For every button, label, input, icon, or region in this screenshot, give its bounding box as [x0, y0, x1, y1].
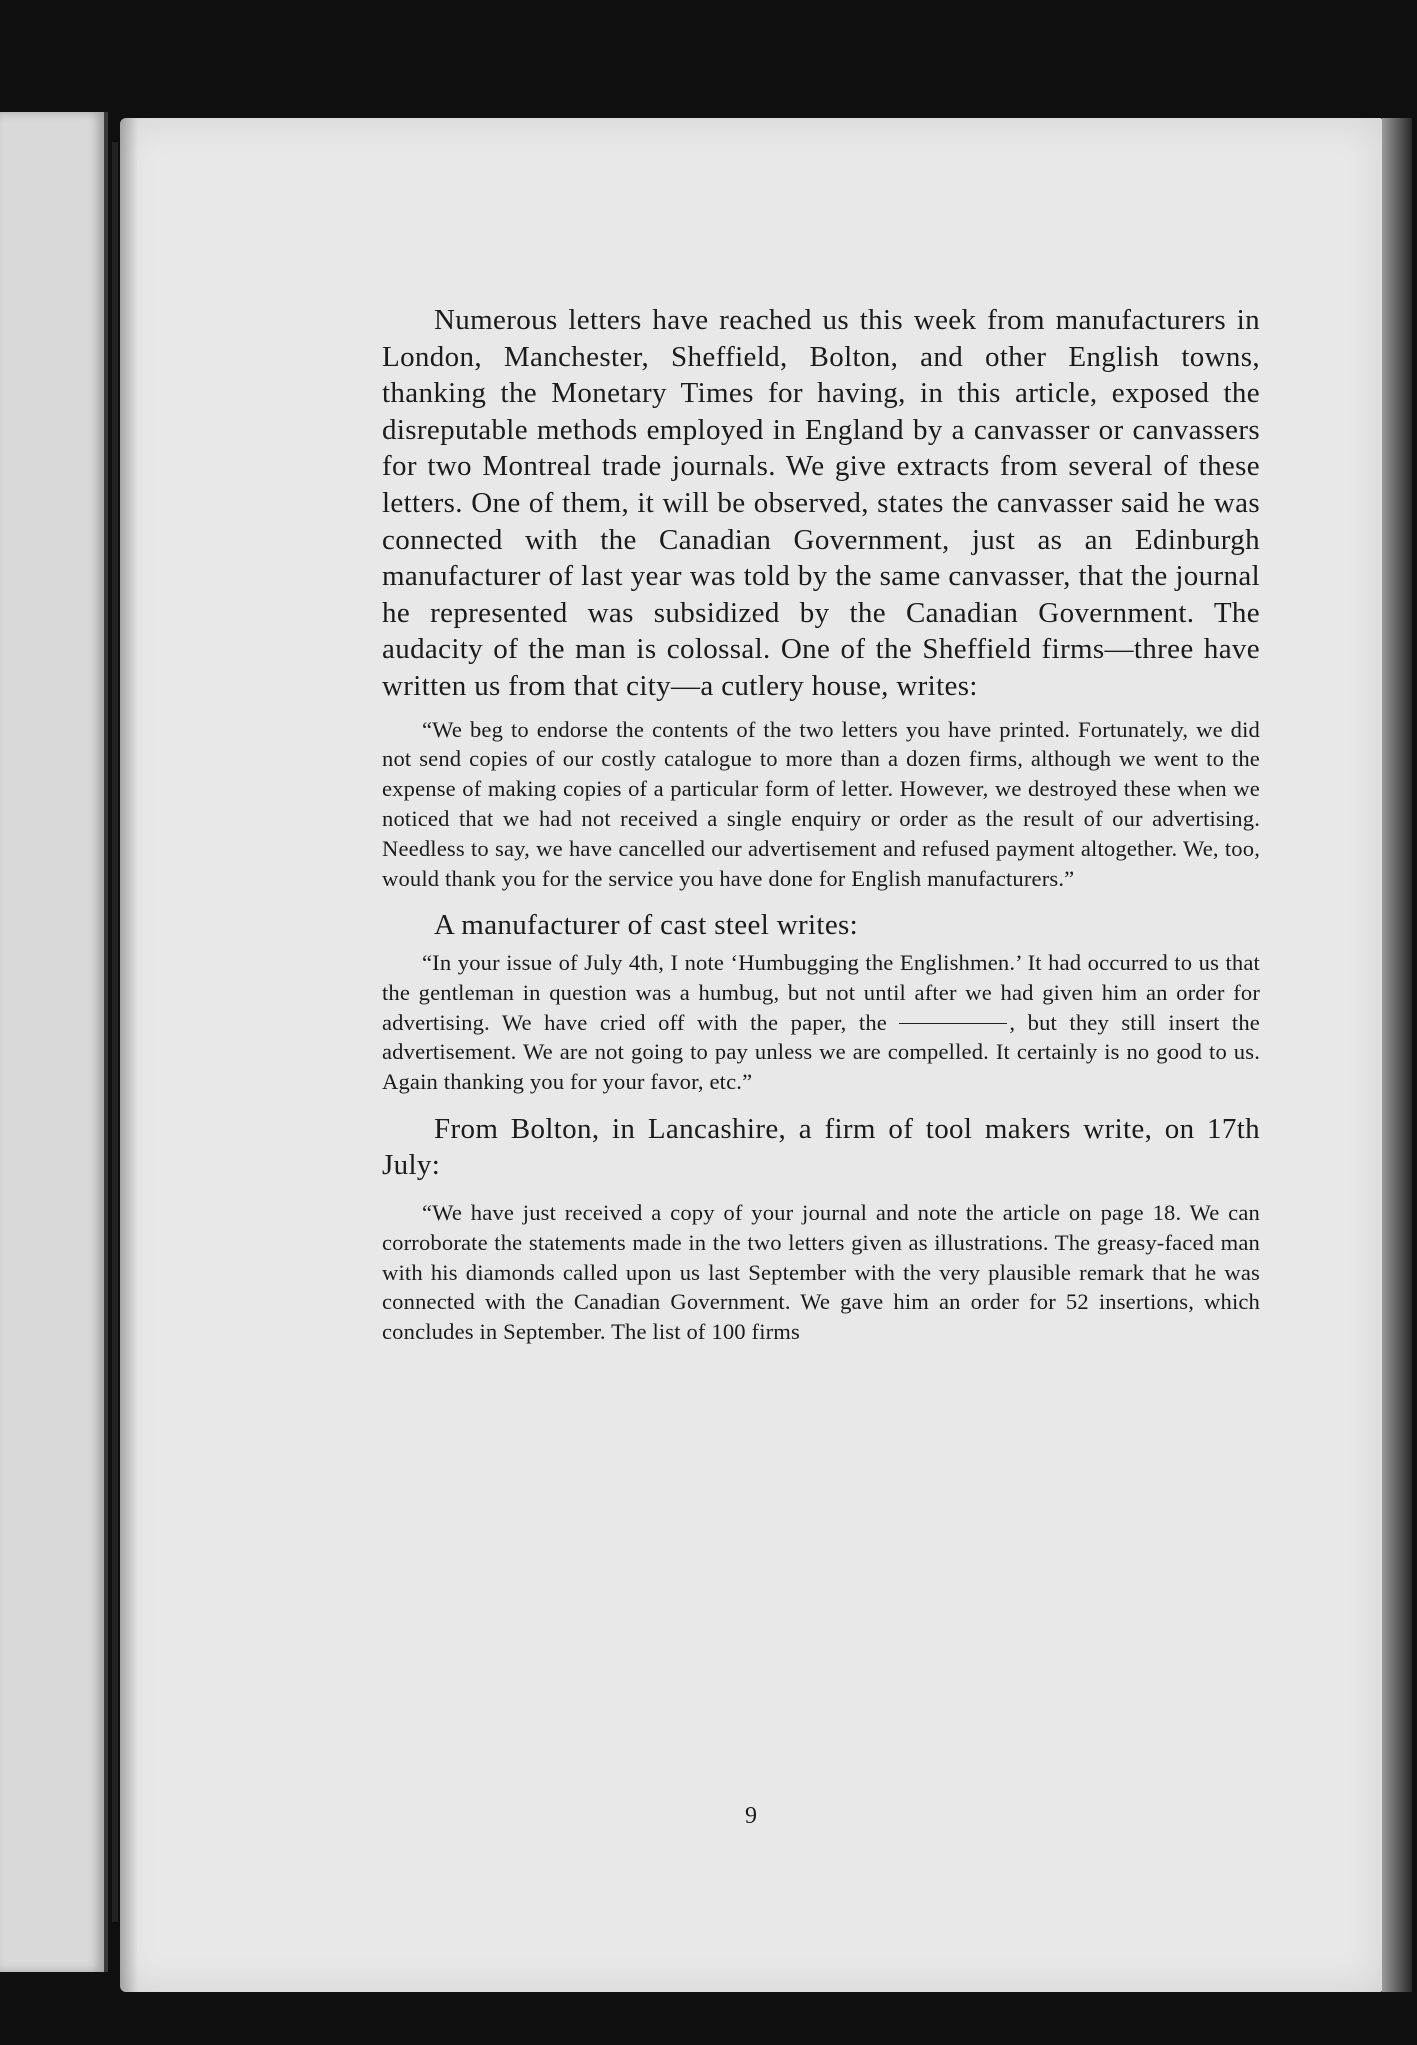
page-text-block: [382, 302, 1260, 1347]
cast-steel-letter-quote: [382, 948, 1260, 1097]
cast-steel-quote-part1: “In your issue of July 4th, I note ‘Humbugging the Englishmen.’ It had occurred to us that the gentleman in question was a humbug, but not until after we had given him an order for advertising. We have cried off with the paper, the: [382, 949, 1260, 1035]
cast-steel-lead: A manufacturer of cast steel writes:: [434, 909, 859, 942]
page-number: 9: [745, 1803, 757, 1829]
page-right-edge: [1382, 118, 1412, 1992]
bolton-lead: From Bolton, in Lancashire, a firm of tool makers write, on 17th July:: [382, 1112, 1260, 1182]
cast-steel-quote-part2: , but they still insert the advertisement. We are not going to pay unless we are compelled. It certainly is no good to us. Again thanking you for your favor, etc.”: [382, 1009, 1260, 1095]
spine-shadow: [120, 118, 138, 1992]
intro-paragraph: Numerous letters have reached us this week from manufacturers in London, Manchester, Sheffield, Bolton, and other English towns, thanking the Monetary Times for having, in this article, exposed the disreputable methods employed in England by a canvasser or canvassers for two Montreal trade journals. We give extracts from several of these letters. One of them, it will be observed, states the canvasser said he was connected with the Canadian Government, just as an Edinburgh manufacturer of last year was told by the same canvasser, that the journal he represented was subsidized by the Canadian Government. The audacity of the man is colossal. One of the Sheffield firms—three have written us from that city—a cutlery house, writes:: [382, 304, 1260, 702]
book-page: [120, 118, 1382, 1992]
sheffield-letter-quote: “We beg to endorse the contents of the two letters you have printed. Fortunately, we did not send copies of our costly catalogue to more than a dozen firms, although we went to the expense of making copies of a particular form of letter. However, we destroyed these when we noticed that we had not received a single enquiry or order as the result of our advertising. Needless to say, we have cancelled our advertisement and refused payment altogether. We, too, would thank you for the service you have done for English manufacturers.”: [382, 716, 1260, 891]
facing-page-edge: [0, 112, 108, 1972]
bolton-letter-quote: “We have just received a copy of your journal and note the article on page 18. We can corroborate the statements made in the two letters given as illustrations. The greasy-faced man with his diamonds called upon us last September with the very plausible remark that he was connected with the Canadian Government. We gave him an order for 52 insertions, which concludes in September. The list of 100 firms: [382, 1200, 1260, 1345]
redacted-journal-dash: [899, 1023, 1007, 1025]
